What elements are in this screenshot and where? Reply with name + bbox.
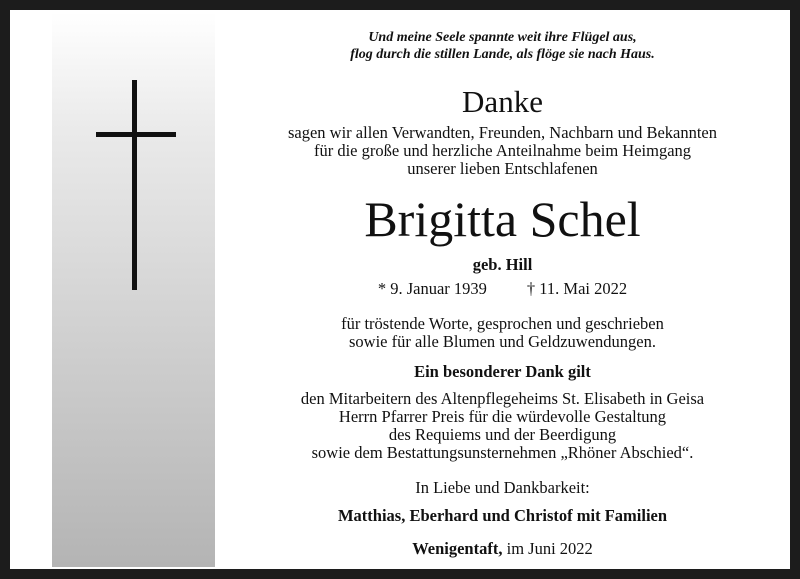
family-signature: Matthias, Eberhard und Christof mit Familien bbox=[337, 506, 668, 525]
closing-line: In Liebe und Dankbarkeit: bbox=[415, 478, 590, 497]
death-date: † 11. Mai 2022 bbox=[526, 279, 628, 298]
thanks-intro-line-2: für die große und herzliche Anteilnahme beim Heimgang bbox=[313, 141, 692, 160]
heading-danke: Danke bbox=[462, 84, 543, 119]
special-thanks-line-2: Herrn Pfarrer Preis für die würdevolle Gestaltung bbox=[338, 407, 667, 426]
place-date bbox=[215, 539, 790, 559]
thanks-intro-line-1: sagen wir allen Verwandten, Freunden, Nachbarn und Bekannten bbox=[287, 123, 718, 142]
motto-line-2: flog durch die stillen Lande, als flöge sie nach Haus. bbox=[350, 47, 655, 62]
special-thanks-line-1: den Mitarbeitern des Altenpflegeheims St. Elisabeth in Geisa bbox=[300, 389, 705, 408]
special-thanks-line-4: sowie dem Bestattungsunsternehmen „Rhöner Abschied“. bbox=[311, 443, 694, 462]
birth-date: * 9. Januar 1939 bbox=[377, 279, 487, 298]
life-dates bbox=[215, 279, 790, 299]
maiden-name: geb. Hill bbox=[472, 255, 533, 274]
side-gradient-band bbox=[52, 12, 215, 567]
thanks-for-line-2: sowie für alle Blumen und Geldzuwendungen. bbox=[348, 332, 656, 351]
motto-line-1: Und meine Seele spannte weit ihre Flügel aus, bbox=[368, 30, 637, 45]
cross-icon bbox=[96, 80, 176, 290]
date: im Juni 2022 bbox=[506, 539, 593, 558]
thanks-intro-line-3: unserer lieben Entschlafenen bbox=[407, 159, 598, 178]
thanks-for-line-1: für tröstende Worte, gesprochen und geschrieben bbox=[341, 314, 664, 333]
special-thanks-line-3: des Requiems und der Beerdigung bbox=[388, 425, 617, 444]
deceased-name: Brigitta Schel bbox=[364, 191, 641, 247]
special-heading: Ein besonderer Dank gilt bbox=[414, 362, 591, 381]
place: Wenigentaft, bbox=[412, 539, 503, 558]
